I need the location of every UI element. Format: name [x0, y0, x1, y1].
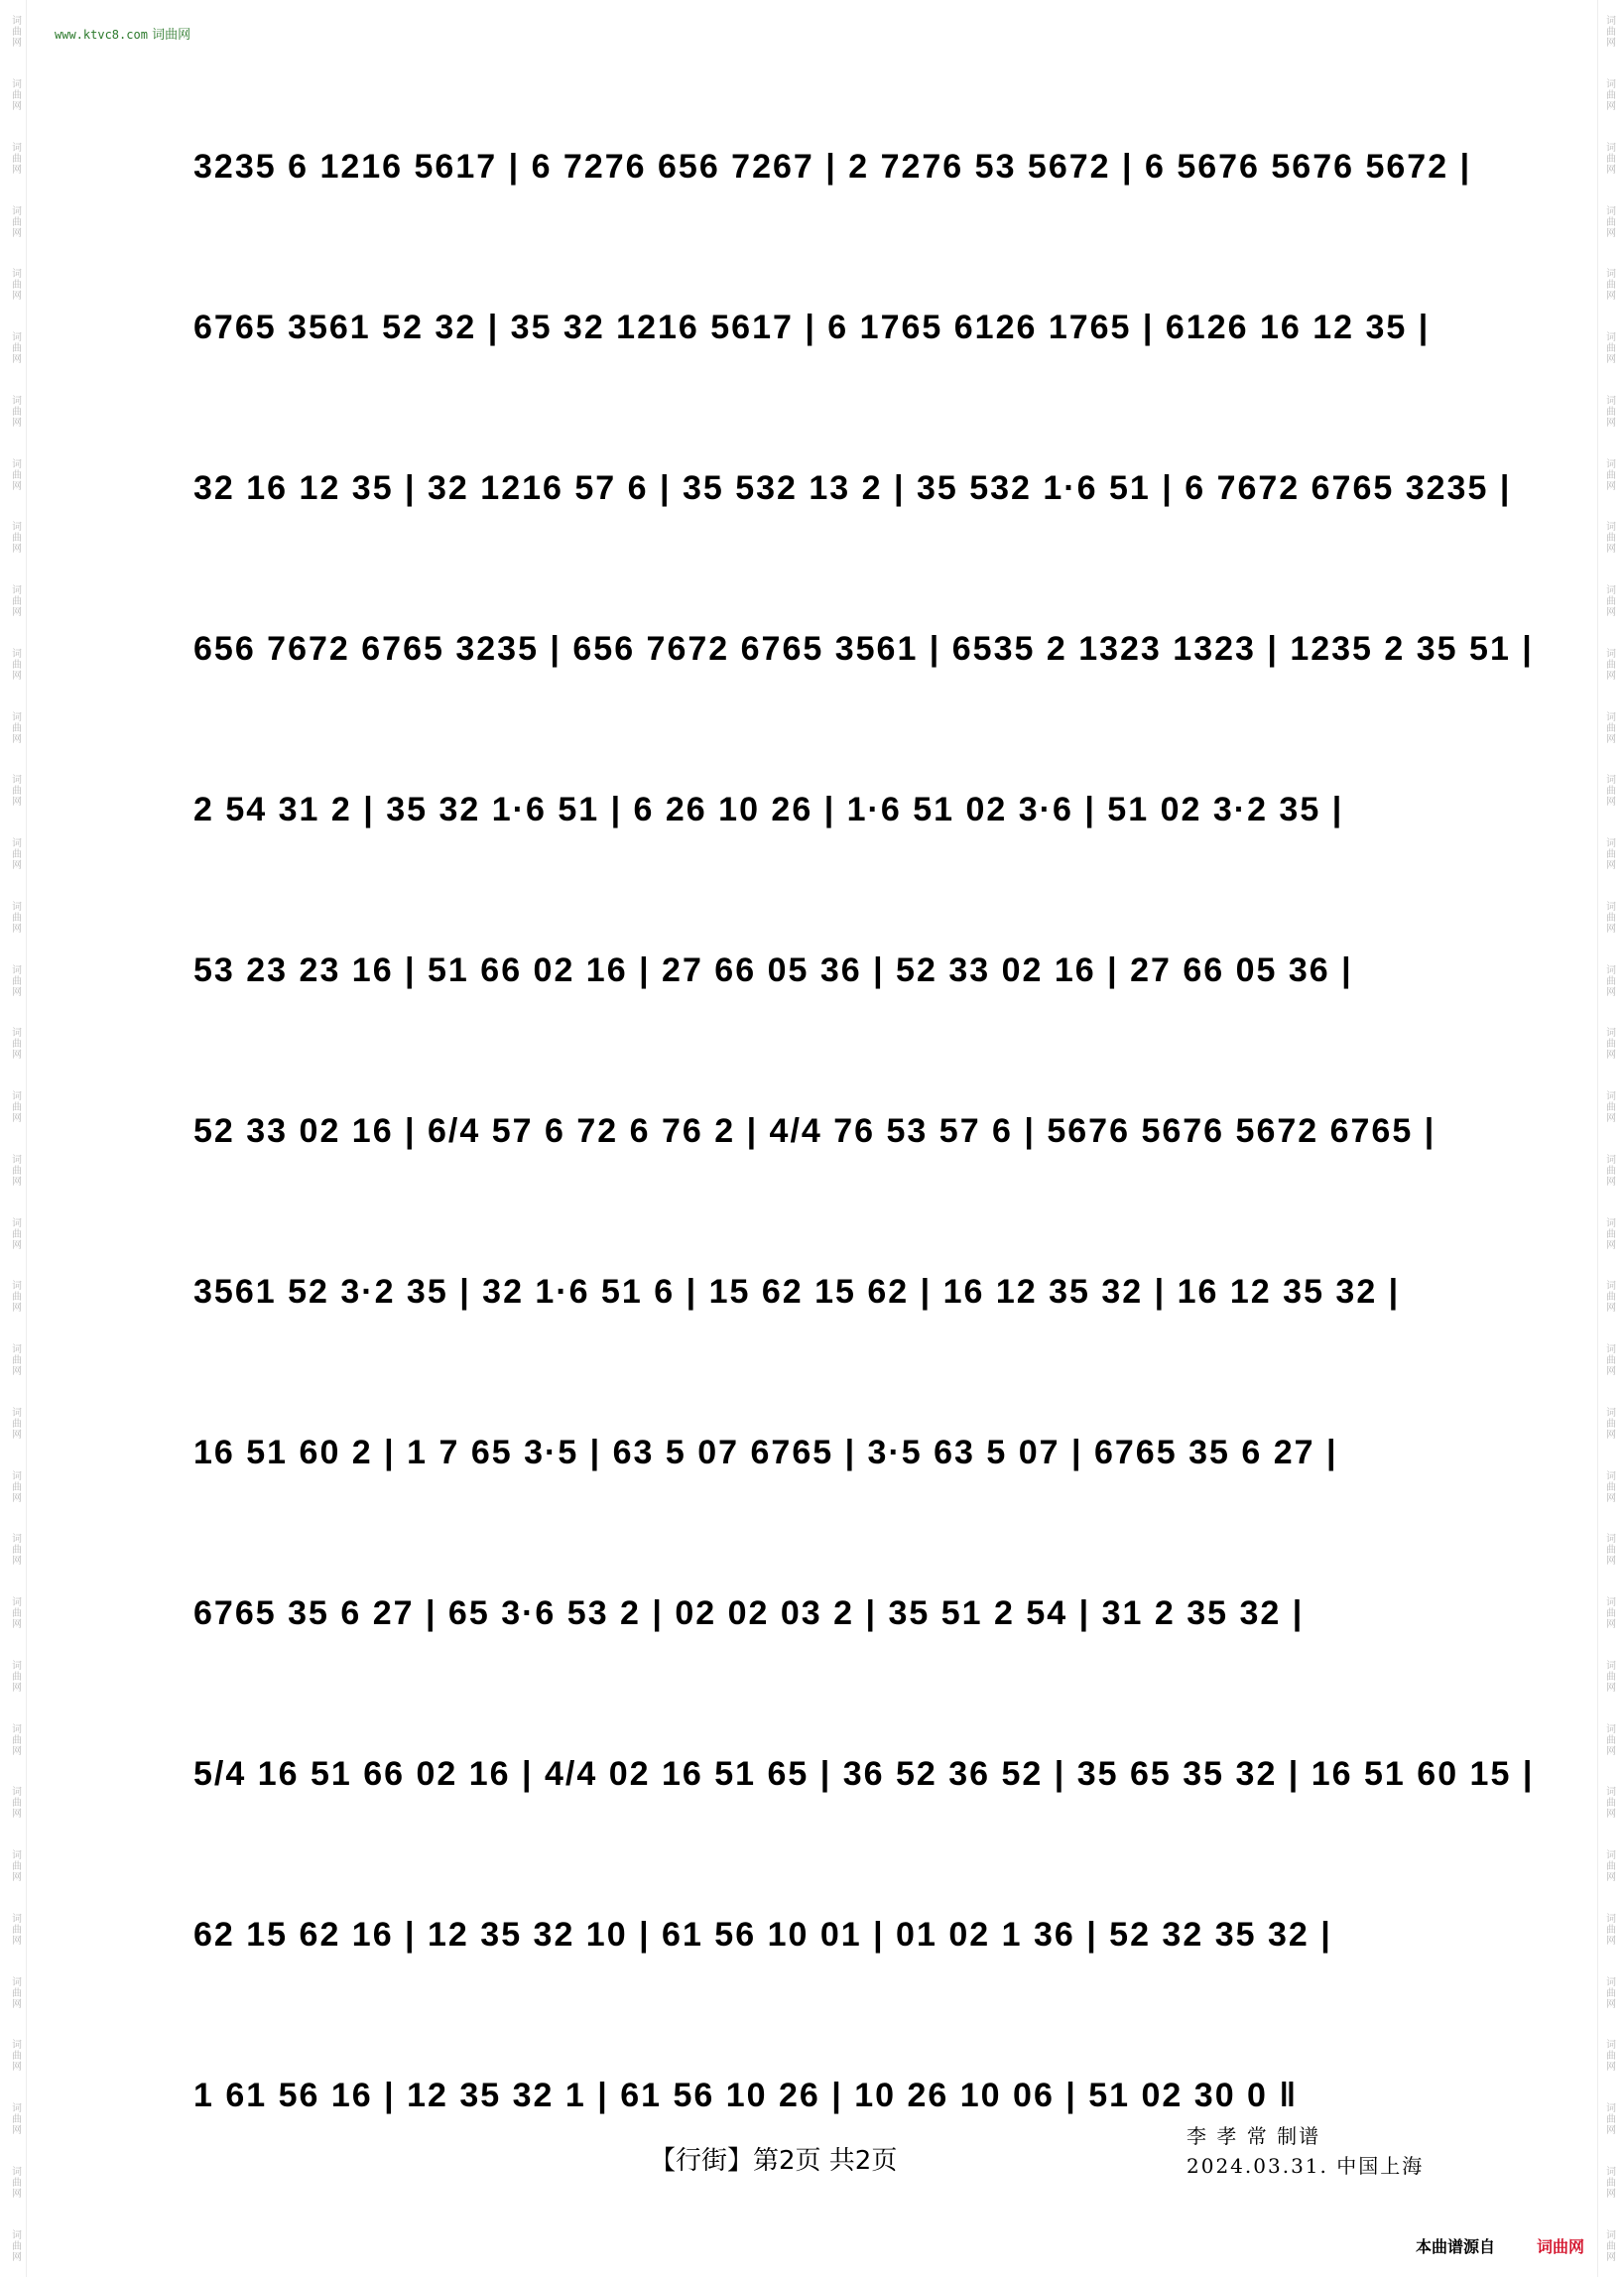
watermark-mark: 词曲网: [9, 331, 21, 365]
score-line-1: [193, 119, 1472, 214]
right-watermark-strip: [1597, 0, 1620, 2277]
watermark-mark: 词曲网: [1603, 1975, 1615, 2009]
score-line-text: 5/4 16 51 66 02 16 | 4/4 02 16 51 65 | 36 52 36 52 | 35 65 35 32 | 16 51 60 15 |: [193, 1755, 1535, 1793]
watermark-mark: 词曲网: [9, 141, 21, 175]
watermark-mark: 词曲网: [9, 2039, 21, 2073]
watermark-mark: 词曲网: [1603, 1659, 1615, 1693]
left-watermark-strip: [4, 0, 27, 2277]
watermark-mark: 词曲网: [9, 1406, 21, 1440]
watermark-mark: 词曲网: [1603, 1533, 1615, 1567]
watermark-mark: 词曲网: [9, 1912, 21, 1946]
watermark-mark: 词曲网: [1603, 837, 1615, 871]
watermark-mark: 词曲网: [9, 1343, 21, 1377]
watermark-mark: 词曲网: [9, 1849, 21, 1883]
watermark-mark: 词曲网: [1603, 268, 1615, 302]
watermark-mark: 词曲网: [9, 1280, 21, 1314]
score-line-text: 656 7672 6765 3235 | 656 7672 6765 3561 | 6535 2 1323 1323 | 1235 2 35 51 |: [193, 630, 1534, 668]
watermark-mark: 词曲网: [9, 2165, 21, 2199]
score-line-8: [193, 1244, 1443, 1339]
score-line-text: 62 15 62 16 | 12 35 32 10 | 61 56 10 01 | 01 02 1 36 | 52 32 35 32 |: [193, 1916, 1332, 1954]
source-label: 本曲谱源自: [1415, 2237, 1495, 2256]
site-logo-link[interactable]: 词曲网: [1536, 2237, 1584, 2256]
watermark-mark: 词曲网: [9, 1786, 21, 1820]
watermark-mark: 词曲网: [1603, 1406, 1615, 1440]
score-line-text: 32 16 12 35 | 32 1216 57 6 | 35 532 13 2 | 35 532 1·6 51 | 6 7672 6765 3235 |: [193, 469, 1512, 507]
watermark-mark: 词曲网: [9, 521, 21, 555]
watermark-mark: 词曲网: [9, 1216, 21, 1250]
score-line-text: 52 33 02 16 | 6/4 57 6 72 6 76 2 | 4/4 76 53 57 6 | 5676 5676 5672 6765 |: [193, 1112, 1437, 1150]
arranger-names: 李 孝 常 制谱: [1187, 2124, 1321, 2148]
watermark-mark: 词曲网: [9, 2102, 21, 2136]
watermark-mark: 词曲网: [1603, 584, 1615, 618]
watermark-mark: 词曲网: [1603, 1596, 1615, 1630]
score-line-9: [193, 1405, 1443, 1500]
watermark-mark: 词曲网: [1603, 2102, 1615, 2136]
watermark-mark: 词曲网: [9, 204, 21, 238]
score-line-7: [193, 1083, 1443, 1179]
score-line-text: 53 23 23 16 | 51 66 02 16 | 27 66 05 36 | 52 33 02 16 | 27 66 05 36 |: [193, 951, 1353, 989]
watermark-mark: 词曲网: [9, 1027, 21, 1061]
watermark-mark: 词曲网: [9, 1469, 21, 1503]
watermark-mark: 词曲网: [1603, 78, 1615, 112]
watermark-mark: 词曲网: [9, 837, 21, 871]
score-line-3: [193, 441, 1512, 536]
watermark-mark: 词曲网: [9, 963, 21, 997]
score-line-6: [193, 923, 1443, 1018]
watermark-mark: 词曲网: [9, 1596, 21, 1630]
watermark-mark: 词曲网: [1603, 1469, 1615, 1503]
watermark-mark: 词曲网: [1603, 15, 1615, 49]
page-footer-title: 【行街】第2页 共2页: [650, 2146, 898, 2176]
site-header: [55, 24, 190, 43]
site-name: 词曲网: [152, 28, 191, 43]
watermark-mark: 词曲网: [1603, 1280, 1615, 1314]
watermark-mark: 词曲网: [1603, 394, 1615, 428]
watermark-mark: 词曲网: [9, 774, 21, 808]
watermark-mark: 词曲网: [1603, 710, 1615, 744]
arranger-date: 2024.03.31. 中国上海: [1187, 2154, 1425, 2178]
watermark-mark: 词曲网: [9, 15, 21, 49]
watermark-mark: 词曲网: [1603, 647, 1615, 681]
watermark-mark: 词曲网: [1603, 1216, 1615, 1250]
watermark-mark: 词曲网: [9, 1659, 21, 1693]
watermark-mark: 词曲网: [1603, 331, 1615, 365]
watermark-mark: 词曲网: [9, 647, 21, 681]
score-line-text: 1 61 56 16 | 12 35 32 1 | 61 56 10 26 | 10 26 10 06 | 51 02 30 0 ‖: [193, 2077, 1299, 2114]
watermark-mark: 词曲网: [9, 900, 21, 934]
watermark-mark: 词曲网: [1603, 1027, 1615, 1061]
watermark-mark: 词曲网: [1603, 1722, 1615, 1756]
watermark-mark: 词曲网: [9, 1153, 21, 1187]
score-line-text: 6765 3561 52 32 | 35 32 1216 5617 | 6 1765 6126 1765 | 6126 16 12 35 |: [193, 309, 1431, 346]
score-line-2: [193, 280, 1443, 375]
watermark-mark: 词曲网: [1603, 1343, 1615, 1377]
score-line-10: [193, 1566, 1443, 1661]
watermark-mark: 词曲网: [9, 1533, 21, 1567]
watermark-mark: 词曲网: [9, 78, 21, 112]
score-line-11: [193, 1726, 1535, 1822]
watermark-mark: 词曲网: [1603, 1912, 1615, 1946]
watermark-mark: 词曲网: [1603, 2039, 1615, 2073]
watermark-mark: 词曲网: [9, 1090, 21, 1124]
watermark-mark: 词曲网: [9, 394, 21, 428]
watermark-mark: 词曲网: [1603, 2165, 1615, 2199]
score-line-text: 2 54 31 2 | 35 32 1·6 51 | 6 26 10 26 | 1·6 51 02 3·6 | 51 02 3·2 35 |: [193, 791, 1344, 828]
watermark-mark: 词曲网: [1603, 774, 1615, 808]
watermark-mark: 词曲网: [9, 457, 21, 491]
watermark-mark: 词曲网: [9, 268, 21, 302]
watermark-mark: 词曲网: [1603, 521, 1615, 555]
watermark-mark: 词曲网: [1603, 1153, 1615, 1187]
score-line-5: [193, 762, 1443, 857]
watermark-mark: 词曲网: [1603, 900, 1615, 934]
score-line-text: 3561 52 3·2 35 | 32 1·6 51 6 | 15 62 15 62 | 16 12 35 32 | 16 12 35 32 |: [193, 1273, 1401, 1311]
score-line-text: 3235 6 1216 5617 | 6 7276 656 7267 | 2 7276 53 5672 | 6 5676 5676 5672 |: [193, 148, 1472, 186]
score-line-4: [193, 601, 1534, 696]
score-line-text: 6765 35 6 27 | 65 3·6 53 2 | 02 02 03 2 | 35 51 2 54 | 31 2 35 32 |: [193, 1594, 1305, 1632]
arranger-credit: [1187, 2121, 1424, 2181]
watermark-mark: 词曲网: [1603, 1849, 1615, 1883]
watermark-mark: 词曲网: [1603, 963, 1615, 997]
site-domain-link[interactable]: www.ktvc8.com: [55, 28, 148, 42]
watermark-mark: 词曲网: [1603, 457, 1615, 491]
watermark-mark: 词曲网: [9, 2228, 21, 2262]
watermark-mark: 词曲网: [9, 1722, 21, 1756]
watermark-mark: 词曲网: [1603, 1786, 1615, 1820]
watermark-mark: 词曲网: [1603, 2228, 1615, 2262]
watermark-mark: 词曲网: [9, 710, 21, 744]
score-line-text: 16 51 60 2 | 1 7 65 3·5 | 63 5 07 6765 | 3·5 63 5 07 | 6765 35 6 27 |: [193, 1434, 1338, 1471]
watermark-mark: 词曲网: [1603, 1090, 1615, 1124]
watermark-mark: 词曲网: [9, 584, 21, 618]
watermark-mark: 词曲网: [9, 1975, 21, 2009]
watermark-mark: 词曲网: [1603, 204, 1615, 238]
score-line-12: [193, 1887, 1443, 1982]
watermark-mark: 词曲网: [1603, 141, 1615, 175]
